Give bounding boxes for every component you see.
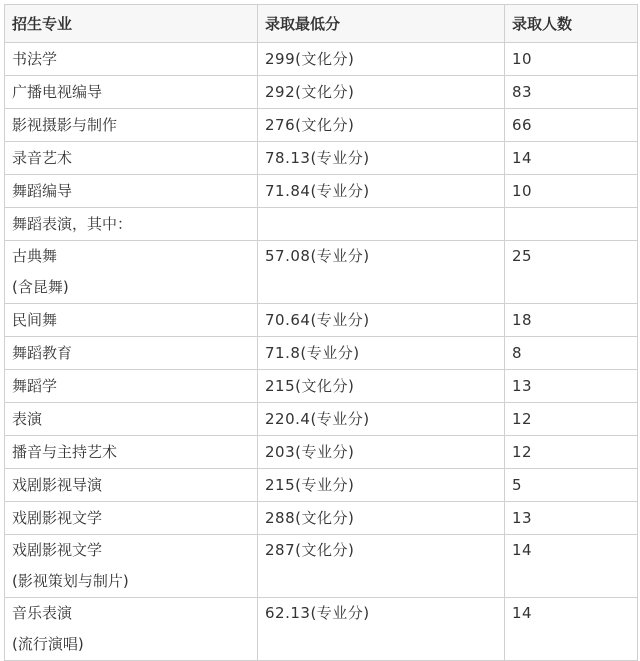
admitted-count-value: 10 (512, 182, 533, 200)
major-name-line: 舞蹈表演，其中： (12, 215, 133, 233)
admitted-count-cell (505, 109, 638, 142)
min-score-cell (258, 598, 505, 661)
admitted-count-value: 66 (512, 116, 533, 134)
min-score-value: 71.84(专业分) (265, 182, 370, 200)
admitted-count-value: 5 (512, 476, 523, 494)
admitted-count-value: 12 (512, 443, 533, 461)
admitted-count-cell (505, 535, 638, 598)
min-score-value: 299(文化分) (265, 50, 355, 68)
major-name-line: 民间舞 (12, 311, 58, 329)
table-row (5, 403, 638, 436)
major-cell (5, 43, 258, 76)
min-score-cell (258, 241, 505, 304)
header-min-score: 录取最低分 (258, 5, 505, 43)
major-name-line: 舞蹈编导 (12, 182, 73, 200)
admitted-count-cell (505, 502, 638, 535)
major-name-line: 播音与主持艺术 (12, 443, 118, 461)
min-score-cell (258, 502, 505, 535)
admitted-count-cell (505, 469, 638, 502)
min-score-value: 62.13(专业分) (265, 604, 370, 622)
admission-table (4, 4, 638, 661)
major-cell (5, 241, 258, 304)
admitted-count-cell (505, 43, 638, 76)
header-row (5, 5, 638, 43)
major-cell (5, 142, 258, 175)
admitted-count-value: 8 (512, 344, 523, 362)
table-row (5, 76, 638, 109)
min-score-value: 215(文化分) (265, 377, 355, 395)
min-score-value: 203(专业分) (265, 443, 355, 461)
min-score-cell (258, 208, 505, 241)
min-score-value: 276(文化分) (265, 116, 355, 134)
table-row (5, 502, 638, 535)
admitted-count-value: 83 (512, 83, 533, 101)
table-row (5, 598, 638, 661)
min-score-value: 57.08(专业分) (265, 247, 370, 265)
table-row (5, 337, 638, 370)
major-cell (5, 304, 258, 337)
major-cell (5, 502, 258, 535)
min-score-cell (258, 304, 505, 337)
min-score-cell (258, 469, 505, 502)
min-score-value: 220.4(专业分) (265, 410, 370, 428)
major-cell (5, 76, 258, 109)
min-score-cell (258, 175, 505, 208)
table-row (5, 142, 638, 175)
table-row (5, 109, 638, 142)
table-row (5, 175, 638, 208)
major-name-line: (含昆舞) (12, 278, 69, 296)
major-cell (5, 598, 258, 661)
table-row (5, 304, 638, 337)
min-score-value: 70.64(专业分) (265, 311, 370, 329)
major-cell (5, 469, 258, 502)
min-score-cell (258, 43, 505, 76)
major-name-line: 戏剧影视文学 (12, 541, 103, 559)
min-score-cell (258, 109, 505, 142)
min-score-value: 287(文化分) (265, 541, 355, 559)
min-score-value: 215(专业分) (265, 476, 355, 494)
major-name-line: 表演 (12, 410, 43, 428)
table-header (5, 5, 638, 43)
admitted-count-value: 14 (512, 149, 533, 167)
major-name-line: 舞蹈学 (12, 377, 58, 395)
min-score-value: 288(文化分) (265, 509, 355, 527)
min-score-value: 292(文化分) (265, 83, 355, 101)
major-cell (5, 436, 258, 469)
major-name-line: 戏剧影视文学 (12, 509, 103, 527)
admitted-count-cell (505, 76, 638, 109)
admitted-count-value: 14 (512, 604, 533, 622)
admitted-count-value: 25 (512, 247, 533, 265)
admitted-count-cell (505, 403, 638, 436)
major-name-line: (影视策划与制片) (12, 572, 129, 590)
major-name-line: (流行演唱) (12, 635, 84, 653)
admitted-count-value: 18 (512, 311, 533, 329)
table-row (5, 535, 638, 598)
admitted-count-value: 14 (512, 541, 533, 559)
min-score-cell (258, 370, 505, 403)
admitted-count-value: 13 (512, 377, 533, 395)
table-row (5, 370, 638, 403)
admitted-count-cell (505, 175, 638, 208)
admitted-count-cell (505, 598, 638, 661)
min-score-cell (258, 535, 505, 598)
admitted-count-cell (505, 337, 638, 370)
admission-page (0, 4, 640, 653)
min-score-cell (258, 403, 505, 436)
major-cell (5, 337, 258, 370)
min-score-cell (258, 436, 505, 469)
min-score-value: 78.13(专业分) (265, 149, 370, 167)
min-score-cell (258, 76, 505, 109)
admitted-count-cell (505, 436, 638, 469)
major-cell (5, 535, 258, 598)
admitted-count-value: 10 (512, 50, 533, 68)
admitted-count-cell (505, 304, 638, 337)
major-name-line: 戏剧影视导演 (12, 476, 103, 494)
admitted-count-value: 13 (512, 509, 533, 527)
major-name-line: 舞蹈教育 (12, 344, 73, 362)
min-score-cell (258, 337, 505, 370)
major-cell (5, 175, 258, 208)
table-row (5, 436, 638, 469)
major-cell (5, 403, 258, 436)
major-name-line: 影视摄影与制作 (12, 116, 118, 134)
table-body (5, 43, 638, 661)
major-cell (5, 370, 258, 403)
admitted-count-cell (505, 370, 638, 403)
admitted-count-cell (505, 142, 638, 175)
admitted-count-cell (505, 208, 638, 241)
major-name-line: 广播电视编导 (12, 83, 103, 101)
major-name-line: 录音艺术 (12, 149, 73, 167)
major-name-line: 书法学 (12, 50, 58, 68)
table-row (5, 43, 638, 76)
header-admitted-count: 录取人数 (505, 5, 638, 43)
min-score-value: 71.8(专业分) (265, 344, 360, 362)
table-row (5, 469, 638, 502)
major-cell (5, 109, 258, 142)
header-major: 招生专业 (5, 5, 258, 43)
admitted-count-value: 12 (512, 410, 533, 428)
major-name-line: 音乐表演 (12, 604, 73, 622)
major-name-line: 古典舞 (12, 247, 58, 265)
table-row (5, 241, 638, 304)
table-row (5, 208, 638, 241)
admitted-count-cell (505, 241, 638, 304)
min-score-cell (258, 142, 505, 175)
major-cell (5, 208, 258, 241)
